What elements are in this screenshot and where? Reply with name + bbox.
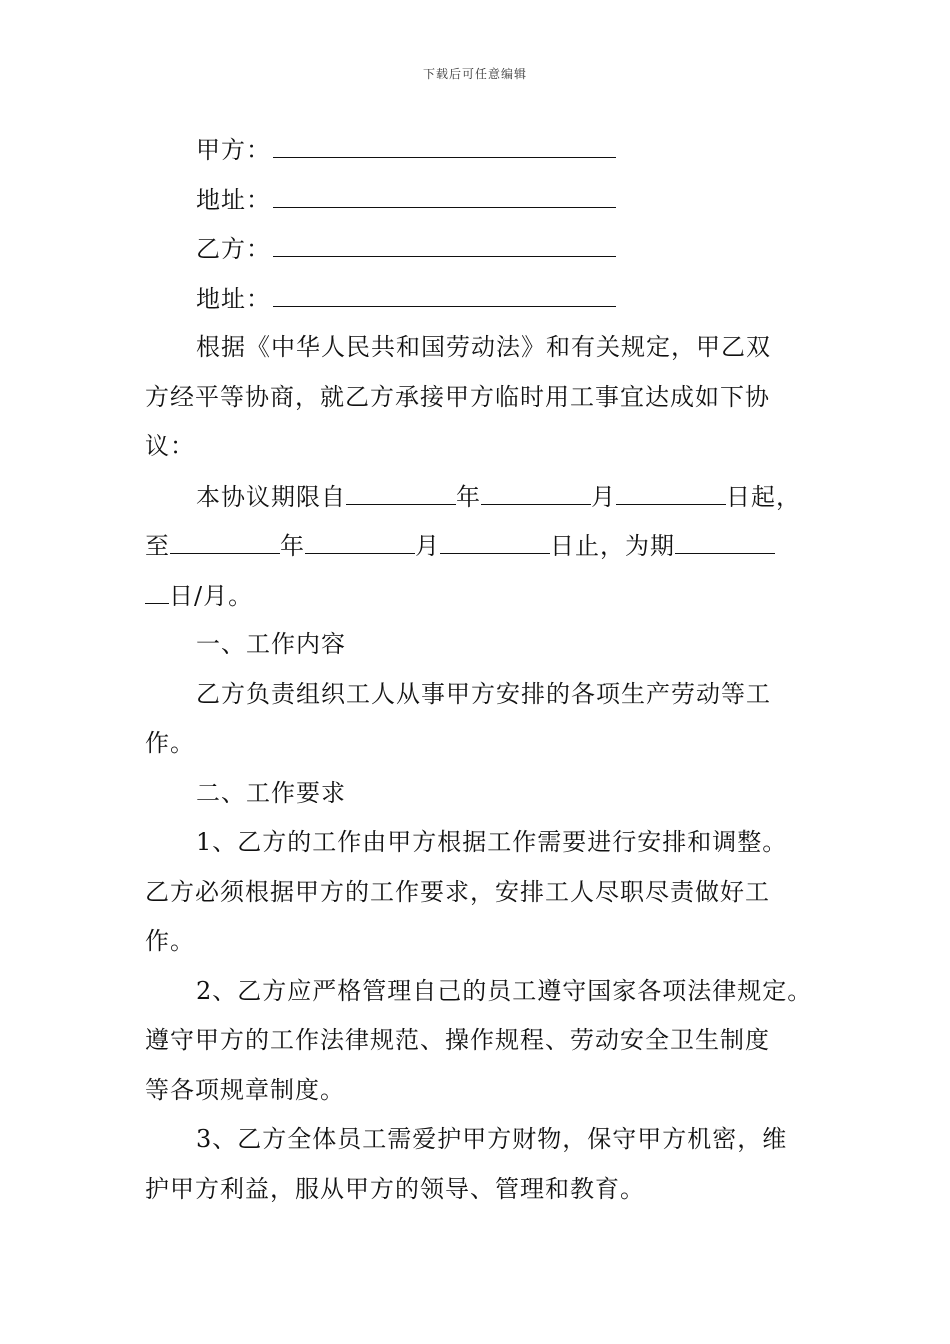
- term-line-2: [145, 521, 835, 571]
- start-year-blank: [346, 472, 456, 505]
- term-line-3: [145, 571, 835, 621]
- address-a-row: [145, 175, 835, 225]
- item-2-line-1: 2、乙方应严格管理自己的员工遵守国家各项法律规定。: [196, 976, 813, 1005]
- term-start-prefix: 本协议期限自: [196, 482, 346, 511]
- item-2-line-3: 等各项规章制度。: [145, 1075, 345, 1104]
- term-start-year-label: 年: [456, 482, 481, 511]
- section-1-heading: 一、工作内容: [196, 630, 346, 658]
- term-end-month-label: 月: [415, 532, 440, 560]
- address-b-label: 地址：: [196, 284, 271, 313]
- start-day-blank: [616, 472, 726, 505]
- end-year-blank: [170, 521, 280, 554]
- intro-line-3: 议：: [145, 432, 195, 460]
- intro-line-2: 方经平等协商，就乙方承接甲方临时用工事宜达成如下协: [145, 382, 770, 411]
- address-a-blank: [273, 175, 616, 208]
- end-month-blank: [305, 521, 415, 554]
- party-a-row: [145, 125, 835, 175]
- party-b-blank: [273, 224, 616, 257]
- party-a-label: 甲方：: [196, 136, 271, 164]
- document-body: [145, 125, 835, 1214]
- item-1-line-3: 作。: [145, 927, 195, 955]
- term-line-1: [145, 472, 835, 522]
- party-b-row: [145, 224, 835, 274]
- intro-line-1: 根据《中华人民共和国劳动法》和有关规定，甲乙双: [196, 333, 771, 361]
- term-end-year-label: 年: [280, 532, 305, 560]
- term-unit: 日/月。: [169, 581, 254, 610]
- address-a-label: 地址：: [196, 185, 271, 214]
- section-2-heading: 二、工作要求: [196, 778, 346, 807]
- term-end-prefix: 至: [145, 532, 170, 560]
- term-day-start: 日起，: [726, 482, 801, 511]
- party-a-blank: [273, 125, 616, 158]
- term-start-month-label: 月: [591, 482, 616, 511]
- section-1-line-2: 作。: [145, 729, 195, 757]
- end-day-blank: [440, 521, 550, 554]
- item-3-line-2: 护甲方利益，服从甲方的领导、管理和教育。: [145, 1174, 645, 1203]
- section-1-line-1: 乙方负责组织工人从事甲方安排的各项生产劳动等工: [196, 679, 771, 708]
- item-3-line-1: 3、乙方全体员工需爱护甲方财物，保守甲方机密，维: [196, 1125, 788, 1153]
- page-header-note: 下载后可任意编辑: [422, 67, 527, 81]
- item-2-line-2: 遵守甲方的工作法律规范、操作规程、劳动安全卫生制度: [145, 1026, 770, 1054]
- start-month-blank: [481, 472, 591, 505]
- item-1-line-2: 乙方必须根据甲方的工作要求，安排工人尽职尽责做好工: [145, 877, 770, 906]
- address-b-row: [145, 274, 835, 324]
- item-1-line-1: 1、乙方的工作由甲方根据工作需要进行安排和调整。: [196, 828, 788, 856]
- period-blank: [675, 521, 775, 554]
- term-day-end-period: 日止，为期: [550, 532, 675, 560]
- address-b-blank: [273, 274, 616, 307]
- party-b-label: 乙方：: [196, 235, 271, 263]
- period-blank-continued: [145, 571, 169, 604]
